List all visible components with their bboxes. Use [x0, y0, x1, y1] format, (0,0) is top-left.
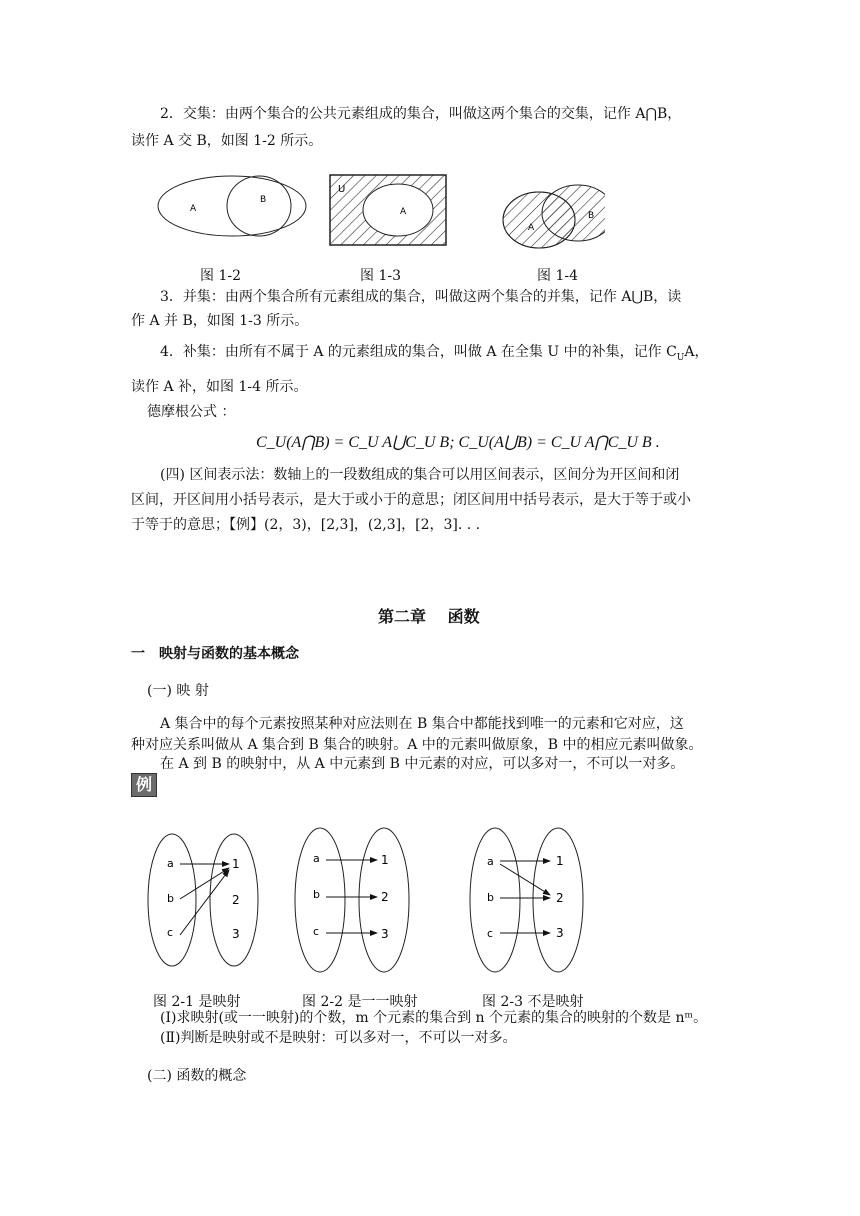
mapping-diagrams: [140, 820, 600, 980]
fig1-1: 1: [232, 857, 240, 871]
interval-line1: (四) 区间表示法：数轴上的一段数组成的集合可以用区间表示，区间分为开区间和闭: [160, 467, 680, 483]
fig1-c: c: [167, 926, 174, 939]
interval-line2: 区间，开区间用小括号表示，是大于或小于的意思；闭区间用中括号表示，是大于等于或小: [131, 492, 691, 508]
venn-fig-1-4: [503, 185, 605, 248]
caption-fig-2-2: 图 2-2 是一一映射: [302, 994, 418, 1010]
fig1-b: b: [167, 892, 174, 905]
note-line2: (Ⅱ)判断是映射或不是映射：可以多对一，不可以一对多。: [160, 1030, 517, 1046]
venn-label-a-3: A: [528, 223, 535, 233]
mapping-fig-2-1: [148, 834, 258, 966]
interval-line3: 于等于的意思；【例】(2，3)，[2,3]，(2,3]，[2，3]. . .: [131, 517, 481, 533]
fig3-3: 3: [556, 926, 564, 940]
fig2-c: c: [313, 925, 320, 938]
caption-fig-1-3: 图 1-3: [360, 268, 401, 284]
fig1-3: 3: [232, 927, 240, 941]
caption-fig-1-2: 图 1-2: [200, 268, 241, 284]
venn-label-u: U: [338, 184, 346, 195]
para-intersection-line2: 读作 A 交 B，如图 1-2 所示。: [131, 133, 323, 149]
para-union-line2: 作 A 并 B，如图 1-3 所示。: [131, 313, 309, 329]
fig1-2: 2: [232, 893, 240, 907]
example-badge: 例: [131, 773, 157, 797]
venn-label-b-3: B: [588, 211, 595, 221]
mapping-line1: A 集合中的每个元素按照某种对应法则在 B 集合中都能找到唯一的元素和它对应，这: [160, 716, 684, 732]
venn-label-b: B: [260, 195, 267, 205]
para-complement-tail: A，: [684, 344, 709, 360]
para-union-line1: 3．并集：由两个集合所有元素组成的集合，叫做这两个集合的并集，记作 A⋃B，读: [160, 289, 682, 305]
demorgan-formula: C_U(A⋂B) = C_U A⋃C_U B; C_U(A⋃B) = C_U A⋂C_U B .: [256, 434, 660, 451]
note-line1: (Ⅰ)求映射(或一一映射)的个数，m 个元素的集合到 n 个元素的集合的映射的个数是 nᵐ。: [160, 1010, 708, 1026]
venn-fig-1-2: [158, 176, 306, 236]
caption-fig-1-4: 图 1-4: [537, 268, 578, 284]
mapping-fig-2-2: [295, 828, 409, 972]
mapping-fig-2-3: [470, 828, 583, 972]
para-complement-text: 4．补集：由所有不属于 A 的元素组成的集合，叫做 A 在全集 U 中的补集，记作 C: [160, 344, 677, 360]
mapping-line2: 种对应关系叫做从 A 集合到 B 集合的映射。A 中的元素叫做原象，B 中的相应元素叫做象。: [131, 737, 703, 753]
fig2-3: 3: [381, 927, 389, 941]
subsection-mapping: (一) 映 射: [147, 683, 209, 699]
mapping-line3: 在 A 到 B 的映射中，从 A 中元素到 B 中元素的对应，可以多对一，不可以一对多。: [160, 756, 685, 772]
fig3-b: b: [487, 891, 494, 904]
fig3-a: a: [487, 855, 494, 868]
fig2-1: 1: [381, 853, 389, 867]
para-complement-line1: [160, 345, 709, 365]
venn-label-a-2: A: [400, 207, 407, 217]
caption-fig-2-3: 图 2-3 不是映射: [482, 994, 584, 1010]
fig2-2: 2: [381, 890, 389, 904]
fig3-c: c: [487, 927, 494, 940]
para-intersection-line1: 2．交集：由两个集合的公共元素组成的集合，叫做这两个集合的交集，记作 A⋂B，: [160, 106, 682, 122]
venn-diagrams: [155, 170, 605, 255]
subsection-function: (二) 函数的概念: [147, 1068, 247, 1084]
fig1-a: a: [167, 857, 174, 870]
demorgan-title: 德摩根公式 ：: [147, 404, 236, 420]
complement-subscript: U: [676, 352, 685, 363]
section-heading: 一 映射与函数的基本概念: [131, 646, 299, 662]
para-complement-line2: 读作 A 补，如图 1-4 所示。: [131, 379, 308, 395]
fig2-a: a: [313, 852, 320, 865]
fig2-b: b: [313, 888, 320, 901]
fig3-1: 1: [556, 854, 564, 868]
venn-fig-1-3: [330, 175, 446, 245]
venn-label-a: A: [190, 204, 197, 214]
chapter-title: 第二章 函数: [378, 607, 480, 626]
caption-fig-2-1: 图 2-1 是映射: [153, 994, 241, 1010]
fig3-2: 2: [556, 891, 564, 905]
